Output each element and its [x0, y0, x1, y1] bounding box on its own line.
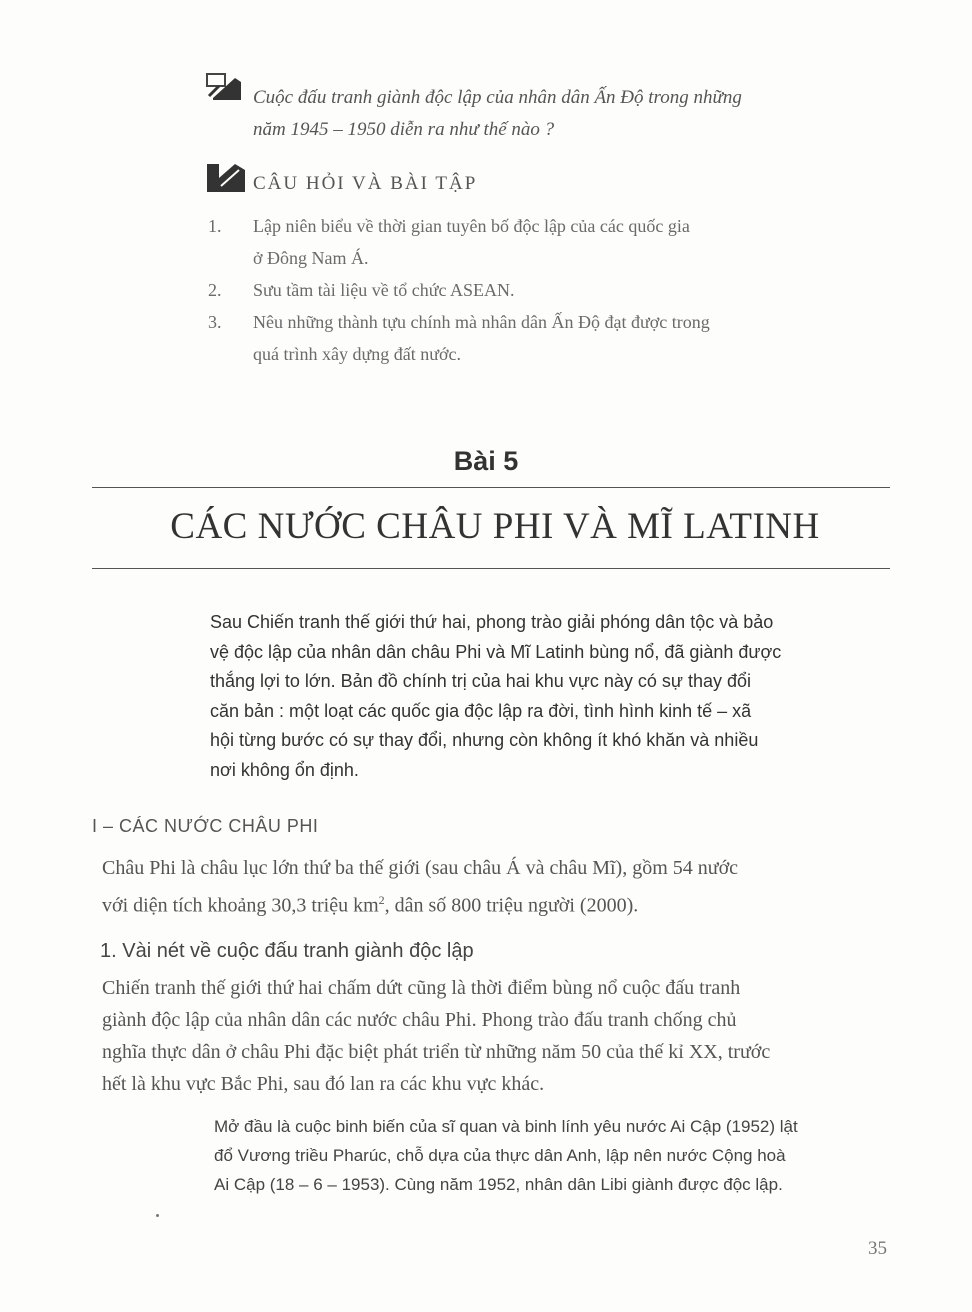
list-item [208, 306, 908, 370]
paragraph [102, 852, 902, 922]
list-item [208, 274, 908, 306]
list-item-line: Sưu tầm tài liệu về tổ chức ASEAN. [253, 280, 515, 300]
list-item-number: 3. [208, 312, 222, 332]
paragraph [102, 972, 902, 1100]
divider [92, 568, 890, 569]
list-item-line: Lập niên biểu về thời gian tuyên bố độc lập của các quốc gia [253, 216, 690, 236]
paragraph-line: Châu Phi là châu lục lớn thứ ba thế giới (sau châu Á và châu Mĩ), gồm 54 nước [102, 857, 739, 879]
intro-line: hội từng bước có sự thay đổi, nhưng còn không ít khó khăn và nhiều [210, 730, 759, 750]
superscript: 2 [378, 893, 385, 907]
paragraph-line [102, 884, 902, 922]
small-print-paragraph [214, 1112, 904, 1199]
paragraph-line: đổ Vương triều Pharúc, chỗ dựa của thực dân Anh, lập nên nước Cộng hoà [214, 1146, 786, 1165]
paragraph-line: Chiến tranh thế giới thứ hai chấm dứt cũng là thời điểm bùng nổ cuộc đấu tranh [102, 977, 741, 999]
exercises-title: CÂU HỎI VÀ BÀI TẬP [253, 173, 478, 194]
review-question-line: Cuộc đấu tranh giành độc lập của nhân dân Ấn Độ trong những [253, 87, 742, 108]
intro-line: vệ độc lập của nhân dân châu Phi và Mĩ Latinh bùng nổ, đã giành được [210, 641, 782, 662]
list-item-line: ở Đông Nam Á. [253, 248, 369, 268]
intro-line: nơi không ổn định. [210, 759, 359, 780]
paragraph-line: Mở đầu là cuộc binh biến của sĩ quan và binh lính yêu nước Ai Cập (1952) lật [214, 1117, 798, 1136]
paragraph-line: Ai Cập (18 – 6 – 1953). Cùng năm 1952, nhân dân Libi giành được độc lập. [214, 1175, 783, 1194]
text-fragment: , dân số 800 triệu người (2000). [384, 894, 639, 917]
exercise-list [208, 210, 908, 370]
intro-line: căn bản : một loạt các quốc gia độc lập ra đời, tình hình kinh tế – xã [210, 700, 752, 721]
speck [156, 1214, 159, 1217]
intro-line: thắng lợi to lớn. Bản đồ chính trị của hai khu vực này có sự thay đổi [210, 671, 752, 691]
divider [92, 487, 890, 488]
text-fragment: với diện tích khoảng 30,3 triệu km [102, 894, 379, 917]
exercise-pencil-icon [205, 162, 247, 194]
section-heading: I – CÁC NƯỚC CHÂU PHI [92, 816, 319, 836]
list-item [208, 210, 908, 274]
paragraph-line: giành độc lập của nhân dân các nước châu Phi. Phong trào đấu tranh chống chủ [102, 1009, 737, 1031]
list-item-number: 1. [208, 216, 222, 236]
pencil-note-icon [205, 72, 245, 102]
list-item-line: Nêu những thành tựu chính mà nhân dân Ấn Độ đạt được trong [253, 312, 710, 332]
review-question-line: năm 1945 – 1950 diễn ra như thế nào ? [253, 119, 555, 140]
list-item-line: quá trình xây dựng đất nước. [253, 344, 461, 364]
paragraph-line: hết là khu vực Bắc Phi, sau đó lan ra các khu vực khác. [102, 1073, 545, 1095]
paragraph-line: nghĩa thực dân ở châu Phi đặc biệt phát triển từ những năm 50 của thế kỉ XX, trước [102, 1041, 771, 1063]
lesson-title: CÁC NƯỚC CHÂU PHI VÀ MĨ LATINH [170, 506, 820, 547]
review-question [253, 82, 913, 146]
list-item-number: 2. [208, 280, 222, 300]
sub-heading: 1. Vài nét về cuộc đấu tranh giành độc lập [100, 940, 474, 962]
page-number: 35 [868, 1238, 887, 1259]
intro-paragraph [210, 608, 900, 785]
lesson-number: Bài 5 [453, 446, 519, 476]
intro-line: Sau Chiến tranh thế giới thứ hai, phong trào giải phóng dân tộc và bảo [210, 612, 774, 632]
